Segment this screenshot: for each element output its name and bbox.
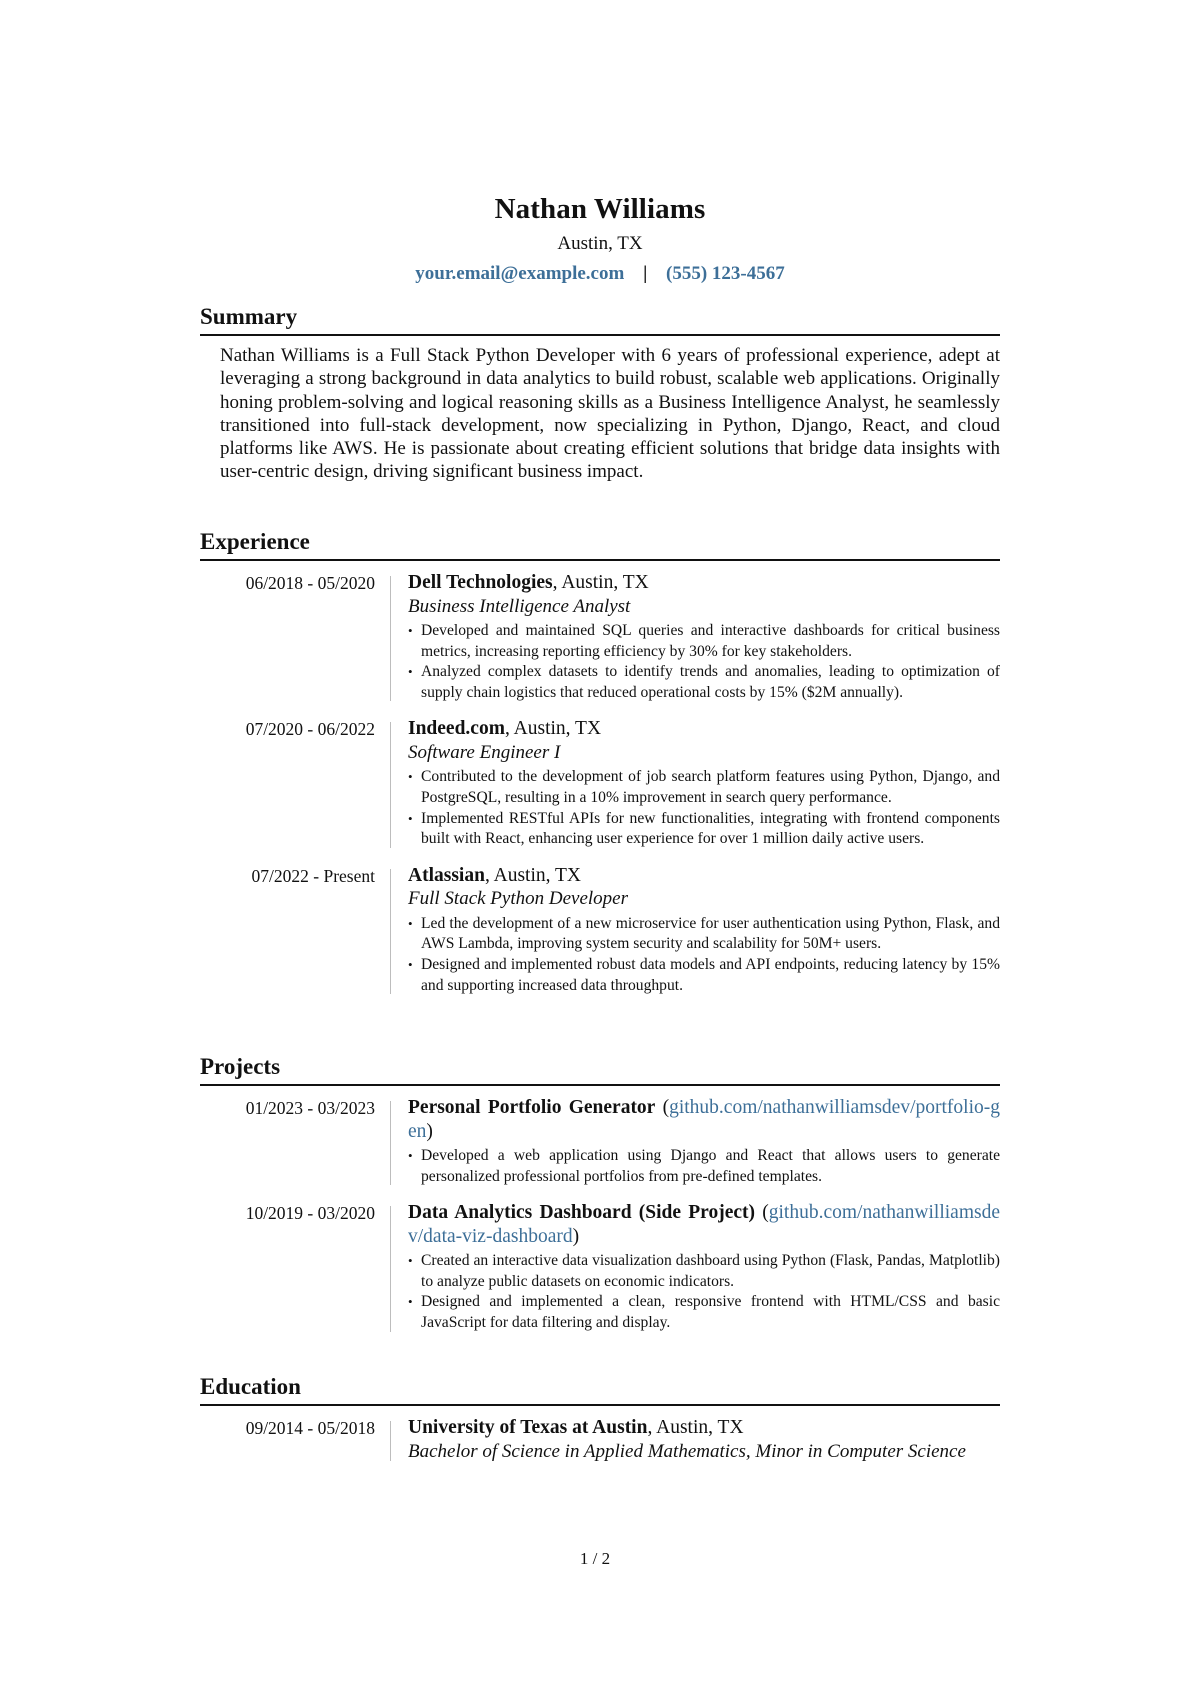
section-divider <box>200 334 1000 336</box>
entry-divider <box>390 1421 391 1461</box>
project-repo-link[interactable]: github.com/nathanwilliamsdev/data-viz-dashboard <box>408 1202 1000 1247</box>
phone-link[interactable]: (555) 123-4567 <box>666 263 785 284</box>
entry-dates: 09/2014 - 05/2018 <box>245 1418 375 1438</box>
company-location: , Austin, TX <box>552 572 649 593</box>
page-number: 1 / 2 <box>579 1549 611 1568</box>
resume-content <box>200 190 1000 1462</box>
project-entry <box>200 1096 1000 1187</box>
link-close-paren: ) <box>572 1225 580 1247</box>
project-name: Personal Portfolio Generator <box>408 1097 656 1118</box>
company-name: Atlassian <box>408 864 485 886</box>
contact-line <box>200 262 1000 286</box>
company-location: , Austin, TX <box>504 718 602 740</box>
job-title: Software Engineer I <box>408 741 561 763</box>
bullet-list <box>408 914 1000 996</box>
bullet-item: • Led the development of a new microservice for user authentication using Python, Flask, and AWS Lambda, improving system security and scalability for 50M+ users. <box>408 914 1000 955</box>
experience-entry <box>200 717 1000 849</box>
section-divider <box>200 559 1000 561</box>
entry-body <box>408 571 1000 703</box>
bullet-item: • Designed and implemented a clean, responsive frontend with HTML/CSS and basic JavaScript for data filtering and display. <box>408 1292 1000 1333</box>
projects-section <box>200 1052 1000 1334</box>
bullet-list <box>408 1146 1000 1187</box>
company-location: , Austin, TX <box>484 864 582 886</box>
entry-heading <box>408 1416 1000 1440</box>
summary-section <box>200 302 1000 484</box>
entry-dates: 10/2019 - 03/2020 <box>245 1203 375 1224</box>
section-divider <box>200 1404 1000 1406</box>
link-close-paren: ) <box>426 1120 433 1142</box>
job-title: Full Stack Python Developer <box>408 888 629 910</box>
education-entry <box>200 1416 1000 1463</box>
bullet-item: • Developed a web application using Django and React that allows users to generate personalized professional portfolios from pre-defined templates. <box>408 1146 1000 1187</box>
bullet-item: • Contributed to the development of job search platform features using Python, Django, and PostgreSQL, resulting in a 10% improvement in search query performance. <box>408 767 1000 808</box>
entry-dates: 06/2018 - 05/2020 <box>245 573 375 593</box>
company-name: Dell Technologies <box>408 572 553 593</box>
section-divider <box>200 1084 1000 1086</box>
candidate-location: Austin, TX <box>557 233 643 254</box>
entry-dates: 07/2022 - Present <box>251 865 375 886</box>
bullet-item: • Implemented RESTful APIs for new functionalities, integrating with frontend components built with React, enhancing user experience for over 1 million daily active users. <box>408 809 1000 850</box>
project-repo-link[interactable]: github.com/nathanwilliamsdev/portfolio-gen <box>408 1097 1000 1142</box>
bullet-list <box>408 767 1000 849</box>
bullet-item: • Developed and maintained SQL queries and interactive dashboards for critical business metrics, increasing reporting efficiency by 30% for key stakeholders. <box>408 621 1000 662</box>
entry-body <box>408 1096 1000 1187</box>
bullet-list <box>408 621 1000 703</box>
candidate-name: Nathan Williams <box>494 193 706 225</box>
education-section <box>200 1372 1000 1463</box>
school-location: , Austin, TX <box>647 1417 744 1438</box>
experience-entry <box>200 571 1000 703</box>
entry-body <box>408 1416 1000 1463</box>
project-entry <box>200 1201 1000 1333</box>
job-title: Business Intelligence Analyst <box>408 595 631 617</box>
entry-heading <box>408 864 1000 888</box>
company-name: Indeed.com <box>408 718 505 740</box>
entry-body <box>408 864 1000 996</box>
entry-heading <box>408 571 1000 595</box>
bullet-list <box>408 1251 1000 1333</box>
project-heading <box>408 1096 1000 1143</box>
summary-text: Nathan Williams is a Full Stack Python Developer with 6 years of professional experience, adept at leveraging a strong background in data analytics to build robust, scalable web applications. Originally honing problem-solving and logical reasoning skills as a Business Intelligence Analyst, he seamlessly transitioned into full-stack development, now specializing in Python, Django, React, and cloud platforms like AWS. He is passionate about creating efficient solutions that bridge data insights with user-centric design, driving significant business impact. <box>220 345 1000 483</box>
entry-dates: 07/2020 - 06/2022 <box>245 719 375 740</box>
section-title-summary: Summary <box>200 304 298 329</box>
bullet-item: • Analyzed complex datasets to identify trends and anomalies, leading to optimization of supply chain logistics that reduced operational costs by 15% ($2M annually). <box>408 662 1000 703</box>
email-link[interactable]: your.email@example.com <box>415 263 625 284</box>
entry-divider <box>390 576 391 701</box>
link-open-paren: ( <box>755 1202 769 1224</box>
project-name: Data Analytics Dashboard (Side Project) <box>408 1202 756 1224</box>
degree: Bachelor of Science in Applied Mathematics, Minor in Computer Science <box>408 1440 966 1462</box>
experience-section <box>200 527 1000 996</box>
resume-header <box>200 190 1000 286</box>
bullet-item: • Designed and implemented robust data models and API endpoints, reducing latency by 15% and supporting increased data throughput. <box>408 955 1000 996</box>
link-open-paren: ( <box>655 1097 670 1118</box>
entry-divider <box>390 869 391 994</box>
bullet-item: • Created an interactive data visualization dashboard using Python (Flask, Pandas, Matplotlib) to analyze public datasets on economic indicators. <box>408 1251 1000 1292</box>
school-name: University of Texas at Austin <box>408 1417 648 1438</box>
section-title-projects: Projects <box>200 1054 281 1079</box>
entry-divider <box>390 1206 391 1331</box>
entry-heading <box>408 717 1000 741</box>
entry-body <box>408 717 1000 849</box>
experience-entry <box>200 864 1000 996</box>
section-title-education: Education <box>200 1374 301 1399</box>
contact-separator: | <box>643 263 648 284</box>
section-title-experience: Experience <box>200 529 310 554</box>
entry-divider <box>390 1101 391 1185</box>
project-heading <box>408 1201 1000 1248</box>
entry-dates: 01/2023 - 03/2023 <box>245 1098 375 1118</box>
entry-divider <box>390 722 391 847</box>
entry-body <box>408 1201 1000 1333</box>
